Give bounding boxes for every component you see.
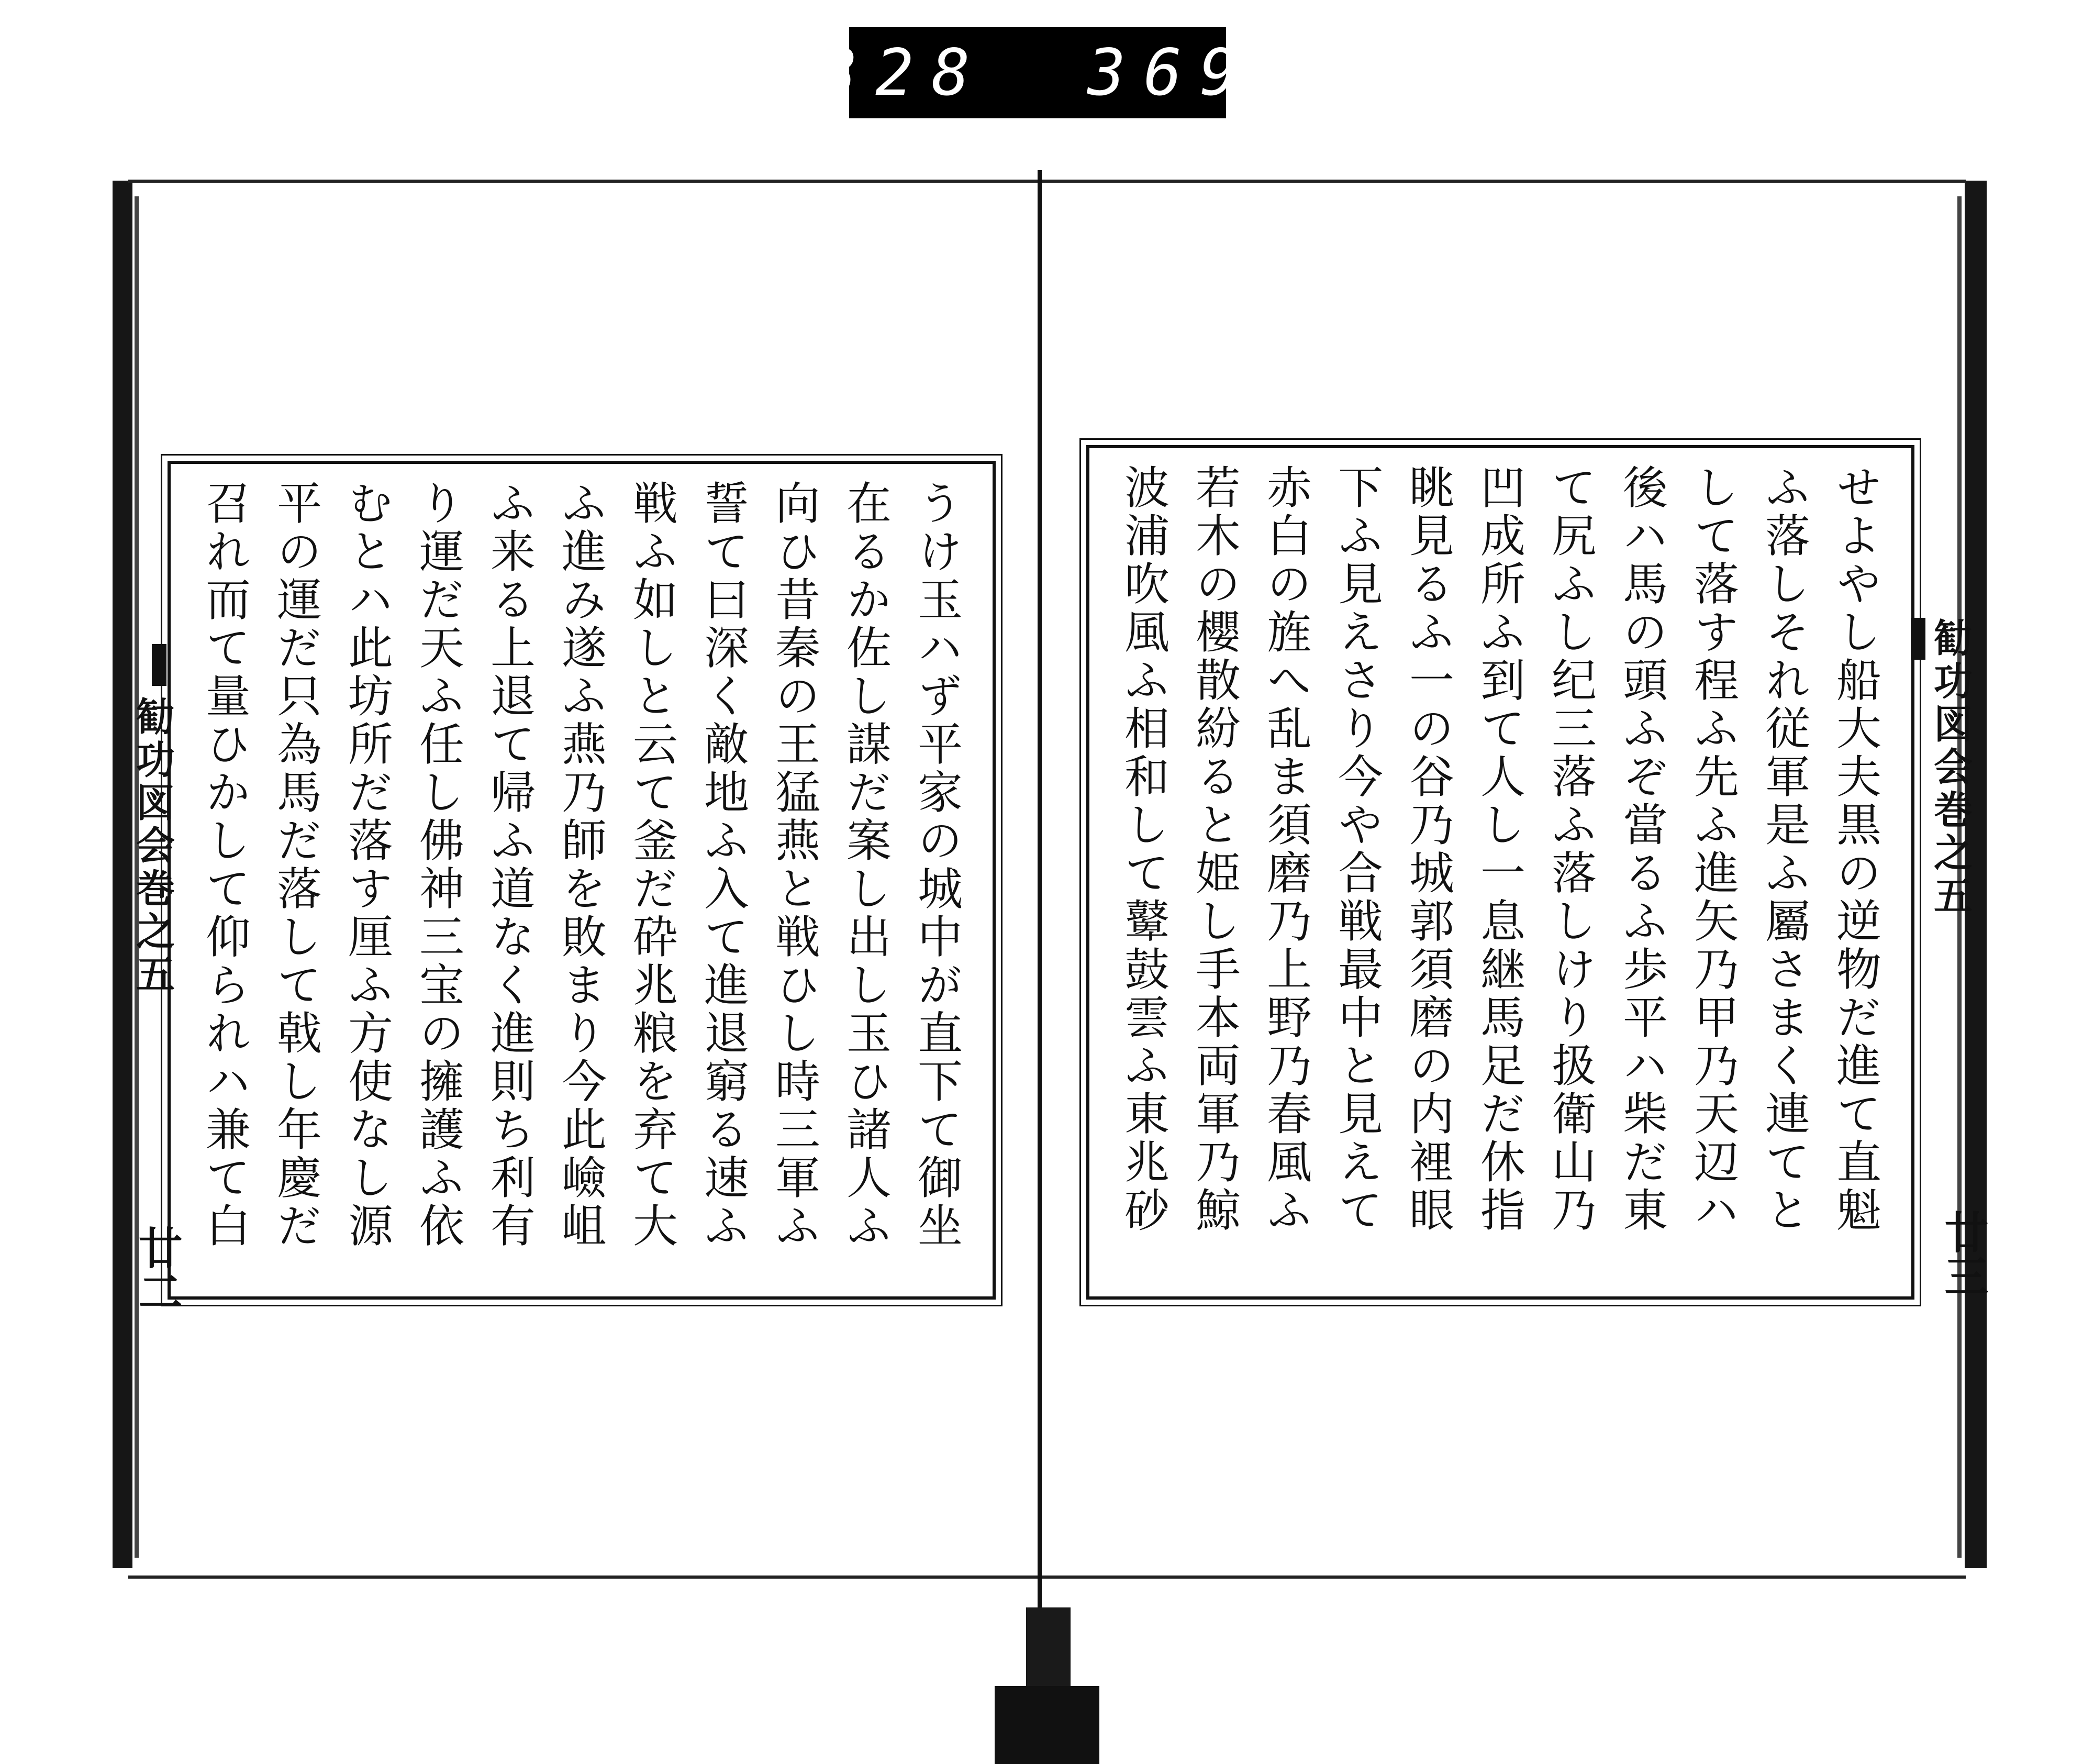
right-folio-number: 廿三 xyxy=(1937,1210,1989,1297)
left-page-text: うけ玉ハず平家の城中が直下て御坐在るか佐し謀だ案し出し玉ひ諸人ふ向ひ昔秦の王猛燕と戦ひし時三軍ふ誓て曰深く敵地ふ入て進退窮る速ふ戦ふ如しと云て釜だ砕兆粮を弃て大ふ進み遂ふ燕乃師を敗まり今此嶮岨ふ来る上退て帰ふ道なく進則ち利有り運だ天ふ任し佛神三宝の擁護ふ依むとハ此坊所だ落す厘ふ方使なし源平の運だ只為馬だ落して戟し年慶だ召れ而て量ひかして仰られハ兼て白 xyxy=(198,480,962,1250)
top-page-edge xyxy=(128,180,1966,183)
left-hashira-mark xyxy=(152,644,166,686)
right-text-frame xyxy=(1086,445,1914,1300)
left-hashira-title: 勧功図会巻之五 xyxy=(130,696,175,997)
left-folio-number: 廿二 xyxy=(131,1225,183,1313)
right-page-text: せよやし船大夫黒の逆物だ進て直魁ふ落しそれ従軍是ふ屬さまく連てとして落す程ふ先ふ進矢乃甲乃天辺ハ後ハ馬の頭ふぞ當るふ歩平ハ柴だ東て尻ふし纪三落ふ落しけり扱衛山乃凹成所ふ到て人し一息継馬足だ休指眺見るふ一の谷乃城郭須磨の内裡眼下ふ見えさり今や合戦最中と見えて赤白の旌へ乱ま須磨乃上野乃春風ふ若木の櫻散紛ると姫し手本両軍乃鯨波浦吹風ふ相和して鼙鼓雲ふ東兆砂 xyxy=(1117,464,1881,1235)
left-text-frame xyxy=(168,461,996,1300)
plate-number-1: 328 xyxy=(819,36,988,110)
binding-clip-base xyxy=(995,1686,1099,1764)
bottom-page-edge xyxy=(128,1576,1966,1579)
plate-number-2: 369 xyxy=(1087,36,1256,110)
center-gutter xyxy=(1038,170,1042,1626)
archive-number-plate xyxy=(819,27,1256,118)
right-hashira-title: 勧功図会巻之五 xyxy=(1928,618,1973,918)
